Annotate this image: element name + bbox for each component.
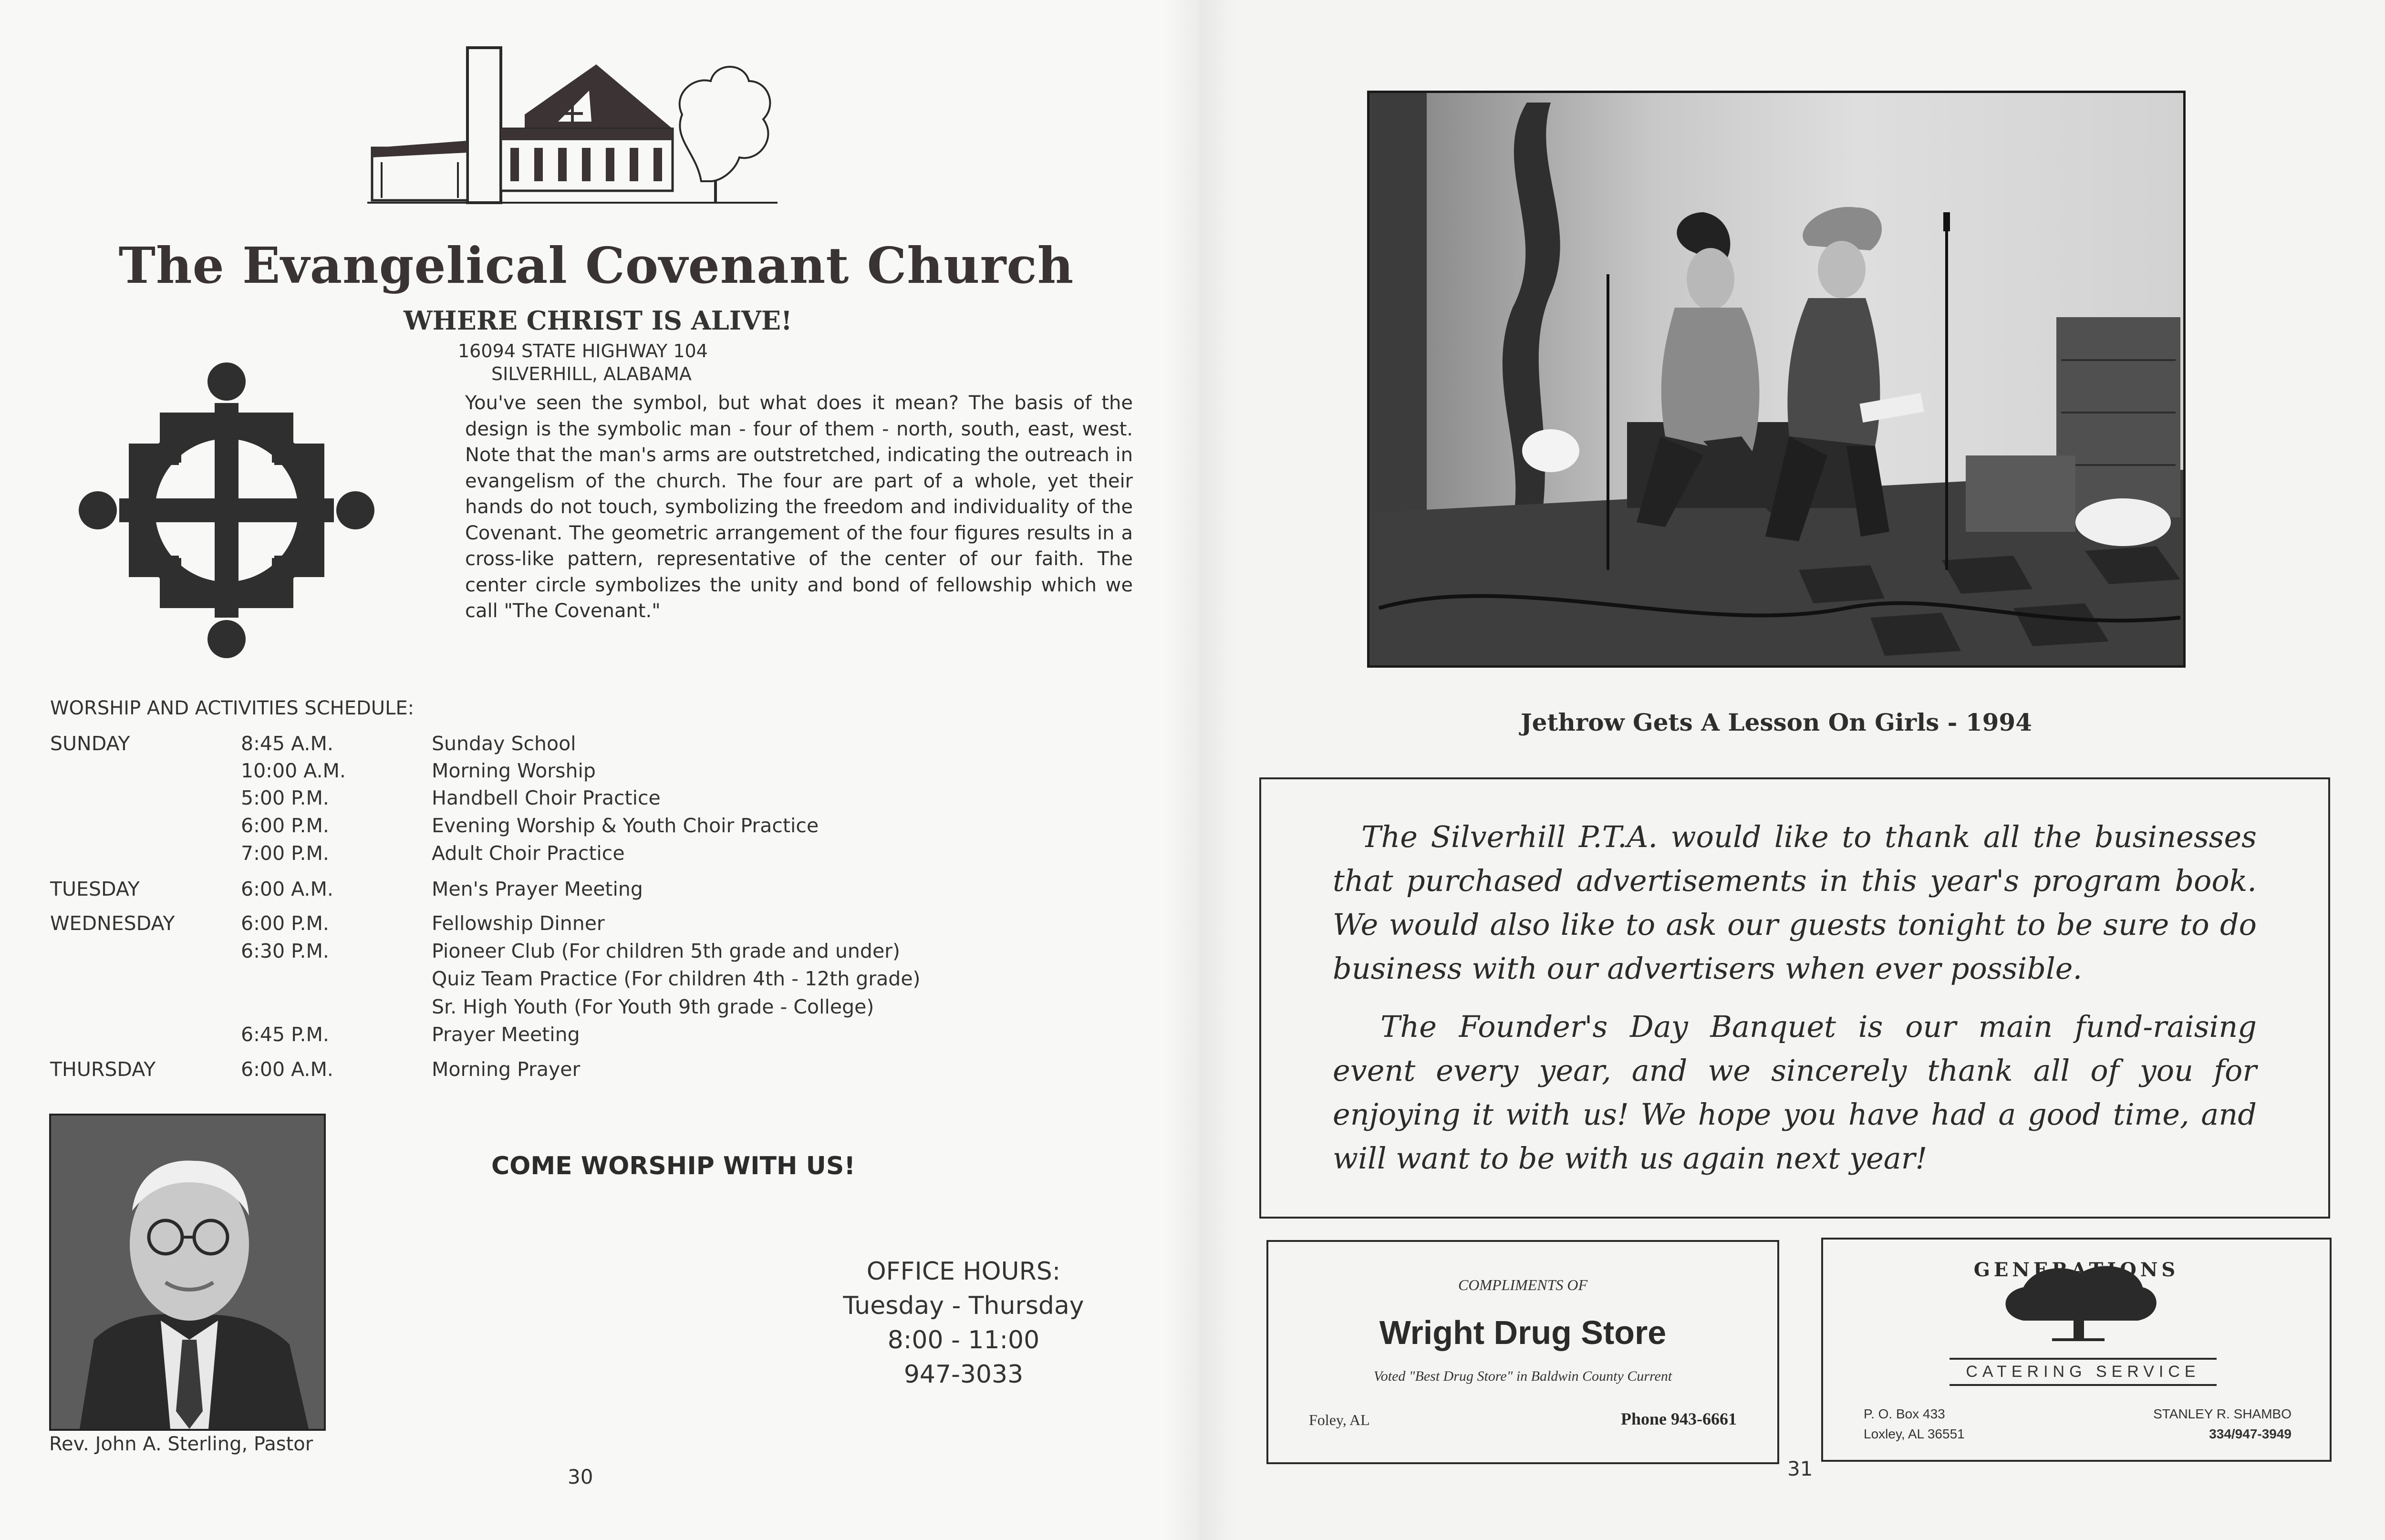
office-phone: 947-3033 bbox=[903, 1360, 1024, 1389]
schedule-time: 6:30 P.M. bbox=[241, 940, 329, 962]
come-worship-banner: COME WORSHIP WITH US! bbox=[491, 1152, 856, 1180]
pastor-caption: Rev. John A. Sterling, Pastor bbox=[49, 1433, 313, 1455]
office-hours-block bbox=[773, 1254, 1154, 1392]
thank-you-paragraph-2: The Founder's Day Banquet is our main fund-raising event every year, and we sincerely thank all of you for enjoying it with us! We hope you have had a good time, and will want to be with us again next year! bbox=[1333, 1009, 2257, 1176]
generations-contact bbox=[2153, 1404, 2292, 1444]
symbol-description: You've seen the symbol, but what does it mean? The basis of the design is the symbolic man - four of them - north, south, east, west. Note that the man's arms are outstretched, indicating the outreach in evangelism of the church. The four are part of a whole, yet their hands do not touch, symbolizing the freedom and individuality of the Covenant. The geometric arrangement of the four figures results in a cross-like pattern, representative of the center of our faith. The center circle symbolizes the unity and bond of fellowship which we call "The Covenant." bbox=[465, 392, 1133, 622]
schedule-heading: WORSHIP AND ACTIVITIES SCHEDULE: bbox=[50, 697, 415, 719]
address-line-2: SILVERHILL, ALABAMA bbox=[491, 363, 692, 384]
schedule-time: 5:00 P.M. bbox=[241, 786, 329, 809]
church-address bbox=[458, 340, 708, 385]
right-page bbox=[1199, 0, 2385, 1540]
stage-photo bbox=[1367, 91, 2186, 668]
schedule-day: THURSDAY bbox=[50, 1058, 156, 1081]
schedule-time: 6:00 P.M. bbox=[241, 912, 329, 935]
book-gutter bbox=[1164, 0, 1235, 1540]
office-hours-time: 8:00 - 11:00 bbox=[887, 1326, 1040, 1354]
generations-service: CATERING SERVICE bbox=[1949, 1358, 2217, 1386]
generations-catering-ad bbox=[1821, 1238, 2332, 1462]
schedule-activity: Sr. High Youth (For Youth 9th grade - College) bbox=[432, 995, 874, 1018]
office-hours-days: Tuesday - Thursday bbox=[843, 1292, 1084, 1320]
page-number-right: 31 bbox=[1787, 1457, 1813, 1480]
schedule-activity: Morning Worship bbox=[432, 759, 596, 782]
church-tagline: WHERE CHRIST IS ALIVE! bbox=[404, 305, 792, 336]
ad-store-phone: Phone 943-6661 bbox=[1621, 1409, 1737, 1428]
covenant-cross-symbol-icon bbox=[76, 360, 377, 661]
wright-drug-store-ad bbox=[1266, 1240, 1779, 1464]
generations-city: Loxley, AL 36551 bbox=[1864, 1426, 1965, 1441]
schedule-time: 10:00 A.M. bbox=[241, 759, 346, 782]
schedule-time: 6:00 A.M. bbox=[241, 878, 333, 900]
schedule-time: 7:00 P.M. bbox=[241, 842, 329, 865]
schedule-time: 6:00 A.M. bbox=[241, 1058, 333, 1081]
ad-compliments: COMPLIMENTS OF bbox=[1458, 1276, 1588, 1293]
schedule-activity: Morning Prayer bbox=[432, 1058, 581, 1081]
generations-phone: 334/947-3949 bbox=[2209, 1426, 2292, 1441]
office-hours-title: OFFICE HOURS: bbox=[866, 1257, 1061, 1286]
schedule-time: 6:45 P.M. bbox=[241, 1023, 329, 1046]
generations-owner: STANLEY R. SHAMBO bbox=[2153, 1406, 2292, 1421]
church-building-illustration bbox=[367, 38, 787, 215]
schedule-activity: Evening Worship & Youth Choir Practice bbox=[432, 814, 819, 837]
ad-store-tagline: Voted "Best Drug Store" in Baldwin County Current bbox=[1373, 1368, 1672, 1384]
schedule-activity: Pioneer Club (For children 5th grade and under) bbox=[432, 940, 901, 962]
schedule-day: WEDNESDAY bbox=[50, 912, 175, 935]
schedule-activity: Quiz Team Practice (For children 4th - 12th grade) bbox=[432, 967, 921, 990]
address-line-1: 16094 STATE HIGHWAY 104 bbox=[458, 341, 708, 362]
ad-store-location: Foley, AL bbox=[1309, 1411, 1370, 1428]
generations-address bbox=[1864, 1404, 1965, 1444]
schedule-activity: Adult Choir Practice bbox=[432, 842, 625, 865]
schedule-day: SUNDAY bbox=[50, 732, 130, 755]
schedule-day: TUESDAY bbox=[50, 878, 140, 900]
generations-po-box: P. O. Box 433 bbox=[1864, 1406, 1945, 1421]
pta-thank-you-box bbox=[1259, 777, 2330, 1219]
thank-you-paragraph-1: The Silverhill P.T.A. would like to thank all the businesses that purchased advertisements in this year's program book. We would also like to ask our guests tonight to be sure to do business with our advertisers when ever possible. bbox=[1333, 819, 2257, 986]
generations-logo-text: GENERATIONS bbox=[1973, 1259, 2179, 1281]
photo-caption: Jethrow Gets A Lesson On Girls - 1994 bbox=[1520, 708, 2032, 736]
schedule-time: 6:00 P.M. bbox=[241, 814, 329, 837]
schedule-activity: Handbell Choir Practice bbox=[432, 786, 661, 809]
schedule-activity: Prayer Meeting bbox=[432, 1023, 580, 1046]
stage-performance-image bbox=[1369, 93, 2183, 665]
schedule-activity: Sunday School bbox=[432, 732, 576, 755]
pastor-photo bbox=[49, 1114, 326, 1431]
schedule-activity: Men's Prayer Meeting bbox=[432, 878, 643, 900]
pastor-portrait-image bbox=[51, 1116, 324, 1429]
schedule-activity: Fellowship Dinner bbox=[432, 912, 605, 935]
ad-store-name: Wright Drug Store bbox=[1379, 1314, 1667, 1351]
church-name: The Evangelical Covenant Church bbox=[118, 236, 1074, 295]
page-number-left: 30 bbox=[568, 1465, 593, 1488]
schedule-time: 8:45 A.M. bbox=[241, 732, 333, 755]
